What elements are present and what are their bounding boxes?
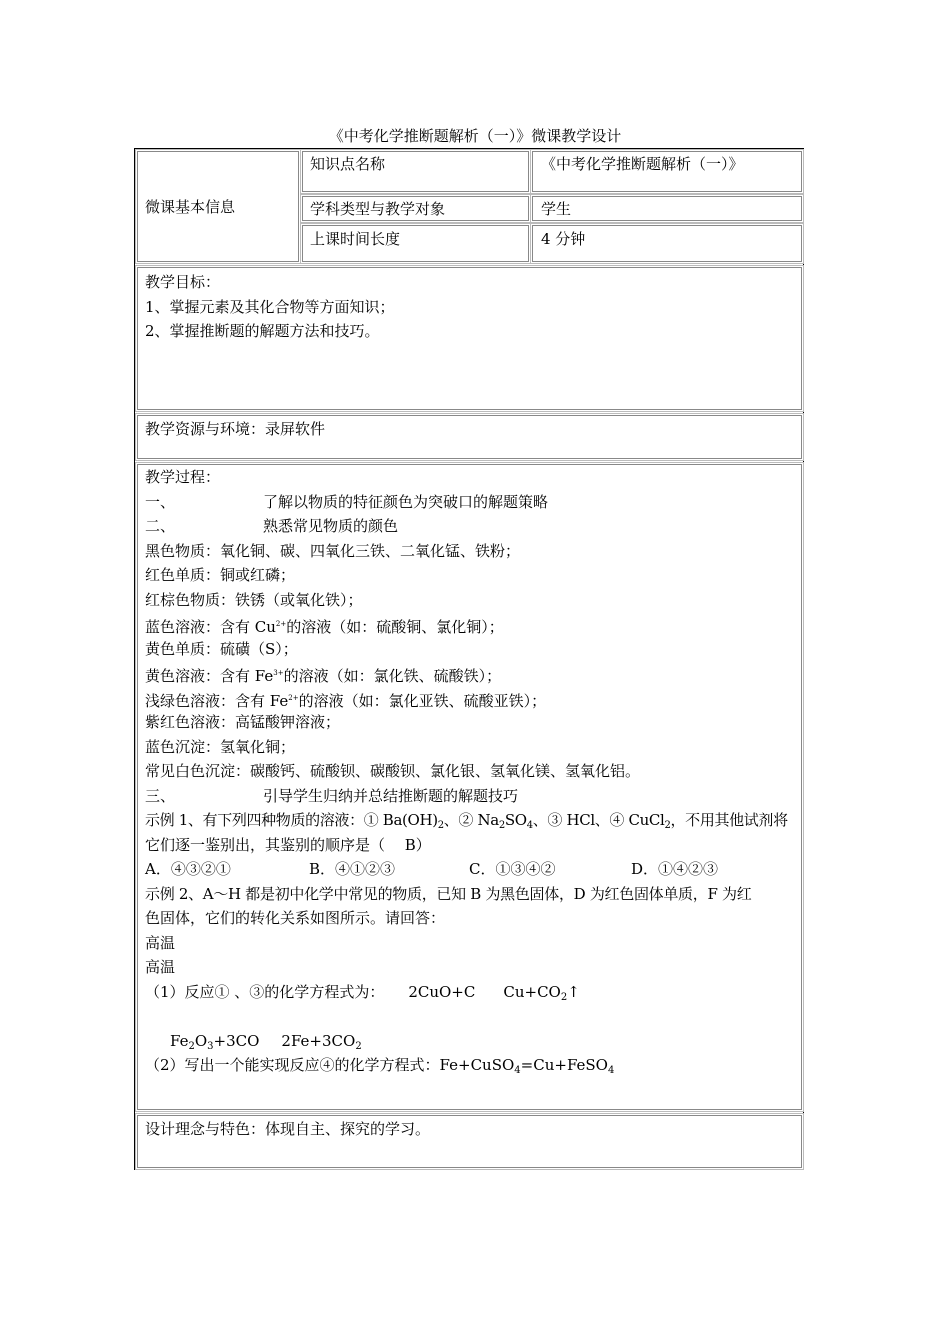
info-value: 《中考化学推断题解析（一）》 [541,155,744,173]
equation-1-right: $Cu+CO_2↑$ [503,982,580,1003]
info-label: 上课时间长度 [310,230,401,248]
example-2-line: 示例 2、A～H 都是初中化学中常见的物质，已知 B 为黑色固体，D 为红色固体单质，F 为红 [145,884,752,903]
process-block [145,465,795,1078]
info-value-cell [532,196,802,221]
color-item: 常见白色沉淀：碳酸钙、硫酸钡、碳酸钡、氯化银、氢氧化镁、氢氧化铝。 [145,762,641,780]
color-item: 黄色溶液：含有 $Fe^{3+}$的溶液（如：氯化铁、硫酸铁）； [145,667,502,685]
design-text: 设计理念与特色：体现自主、探究的学习。 [145,1120,431,1138]
goals-heading: 教学目标： [145,273,221,291]
example-2-line: 色固体，它们的转化关系如图所示。请回答： [145,909,446,927]
goals-block [145,270,795,344]
section-two [145,514,795,539]
example-1-line: 它们逐一鉴别出，其鉴别的顺序是（ B） [145,835,431,854]
option-c: C．①③④② [469,860,556,878]
info-section-label: 微课基本信息 [145,198,236,216]
high-temp-label: 高温 [145,933,176,952]
option-a: A．④③②① [145,860,231,878]
section-number: 一、 [145,492,176,511]
question-2: （2）写出一个能实现反应④的化学方程式：Fe+CuSO$_4$=Cu+FeSO$_4$ [145,1056,615,1076]
goal-item: 2、掌握推断题的解题方法和技巧。 [145,322,380,340]
color-item: 红棕色物质：铁锈（或氧化铁）； [145,590,363,609]
info-label: 学科类型与教学对象 [310,200,446,218]
option-d: D．①④②③ [631,860,719,878]
resources-text: 教学资源与环境：录屏软件 [145,420,326,438]
process-heading: 教学过程： [145,468,221,486]
color-item: 蓝色沉淀：氢氧化铜； [145,737,296,756]
section-number: 二、 [145,517,176,535]
color-item: 黑色物质：氧化铜、碳、四氧化三铁、二氧化锰、铁粉； [145,541,521,560]
section-title: 熟悉常见物质的颜色 [263,517,399,535]
color-item: 紫红色溶液：高锰酸钾溶液； [145,713,341,731]
example-1-line: 示例 1、有下列四种物质的溶液：① $Ba(OH)_2$、② $Na_2SO_4$、③ HCl、④ CuCl$_2$，不用其他试剂将 [145,811,788,831]
color-item: 黄色单质：硫磺（S）； [145,639,298,658]
equation-2: $Fe_2O_3+3CO$ $2Fe+3CO_2$ [170,1031,362,1052]
goal-item: 1、掌握元素及其化合物等方面知识； [145,297,395,316]
question-1: （1）反应① 、③的化学方程式为： 2CuO+C $Cu+CO_2↑$ [145,982,580,1003]
equation-1-left: 2CuO+C [408,982,476,1001]
example-1-options [145,857,795,882]
color-item: 蓝色溶液：含有 $Cu^{2+}$的溶液（如：硫酸铜、氯化铜）； [145,618,504,636]
info-label: 知识点名称 [310,155,386,173]
section-three [145,784,795,809]
section-number: 三、 [145,786,176,805]
high-temp-label: 高温 [145,958,176,976]
document-title: 《中考化学推断题解析（一）》微课教学设计 [328,127,622,145]
option-b: B．④①②③ [309,860,396,878]
color-item: 红色单质：铜或红磷； [145,566,296,584]
section-one [145,490,795,515]
info-value: 4 分钟 [541,230,586,248]
section-title: 了解以物质的特征颜色为突破口的解题策略 [263,492,549,511]
color-item: 浅绿色溶液：含有 $Fe^{2+}$的溶液（如：氯化亚铁、硫酸亚铁）； [145,691,547,710]
section-title: 引导学生归纳并总结推断题的解题技巧 [263,786,519,805]
info-value: 学生 [541,200,572,218]
